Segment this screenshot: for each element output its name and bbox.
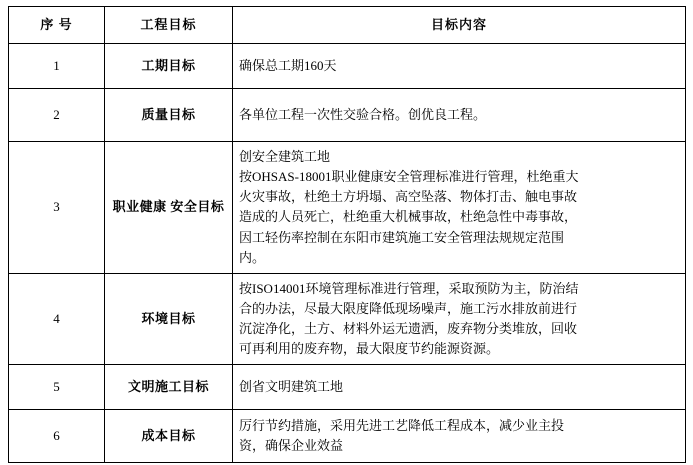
row-content — [233, 410, 686, 463]
table-row — [9, 44, 686, 89]
content-line: 各单位工程一次性交验合格。创优良工程。 — [239, 106, 487, 122]
column-header-index: 序 号 — [9, 7, 105, 44]
row-content — [233, 89, 686, 142]
row-target-line: 工期目标 — [141, 57, 196, 73]
row-target-line: 安全目标 — [170, 199, 225, 215]
row-index: 4 — [9, 273, 105, 365]
content-line: 造成的人员死亡，杜绝重大机械事故，杜绝急性中毒事故， — [239, 209, 578, 225]
row-content — [233, 44, 686, 89]
row-target-line: 质量目标 — [141, 106, 196, 122]
content-line: 创安全建筑工地 — [239, 149, 331, 164]
table-row — [9, 410, 686, 463]
content-line: 厉行节约措施，采用先进工艺降低工程成本，减少业主投 — [239, 418, 565, 434]
row-index: 6 — [9, 410, 105, 463]
row-target — [105, 44, 233, 89]
row-target — [105, 273, 233, 365]
content-line: 因工轻伤率控制在东阳市建筑施工安全管理法规规定范围 — [239, 229, 565, 245]
content-line: 资，确保企业效益 — [239, 438, 344, 454]
content-line: 火灾事故，杜绝土方坍塌、高空坠落、物体打击、触电事故 — [239, 189, 578, 205]
table-header-row — [9, 7, 686, 44]
content-line: 内。 — [239, 249, 266, 265]
table-row — [9, 365, 686, 410]
row-target — [105, 89, 233, 142]
project-goals-table — [8, 6, 686, 463]
content-line: 按OHSAS-18001职业健康安全管理标准进行管理，杜绝重大 — [239, 169, 579, 185]
row-index: 2 — [9, 89, 105, 142]
row-target-line: 文明施工目标 — [127, 379, 209, 395]
table-row — [9, 142, 686, 274]
table-body — [9, 44, 686, 463]
table-row — [9, 89, 686, 142]
content-line: 可再利用的废弃物，最大限度节约能源资源。 — [239, 341, 500, 357]
row-index: 5 — [9, 365, 105, 410]
content-line: 沉淀净化，土方、材料外运无遗洒，废弃物分类堆放，回收 — [239, 321, 578, 337]
row-target — [105, 410, 233, 463]
content-line: 创省文明建筑工地 — [239, 379, 344, 395]
row-content — [233, 365, 686, 410]
row-index: 1 — [9, 44, 105, 89]
table-header — [9, 7, 686, 44]
row-target — [105, 142, 233, 274]
column-header-content: 目标内容 — [233, 7, 686, 44]
row-target — [105, 365, 233, 410]
content-line: 确保总工期160天 — [239, 57, 337, 73]
row-target-line: 成本目标 — [141, 428, 196, 444]
row-content — [233, 273, 686, 365]
row-index: 3 — [9, 142, 105, 274]
row-content — [233, 142, 686, 274]
content-line: 按ISO14001环境管理标准进行管理，采取预防为主，防治结 — [239, 280, 579, 296]
row-target-line: 环境目标 — [141, 311, 196, 327]
column-header-target: 工程目标 — [105, 7, 233, 44]
table-row — [9, 273, 686, 365]
row-target-line: 职业健康 — [112, 199, 167, 215]
content-line: 合的办法，尽最大限度降低现场噪声，施工污水排放前进行 — [239, 300, 578, 316]
